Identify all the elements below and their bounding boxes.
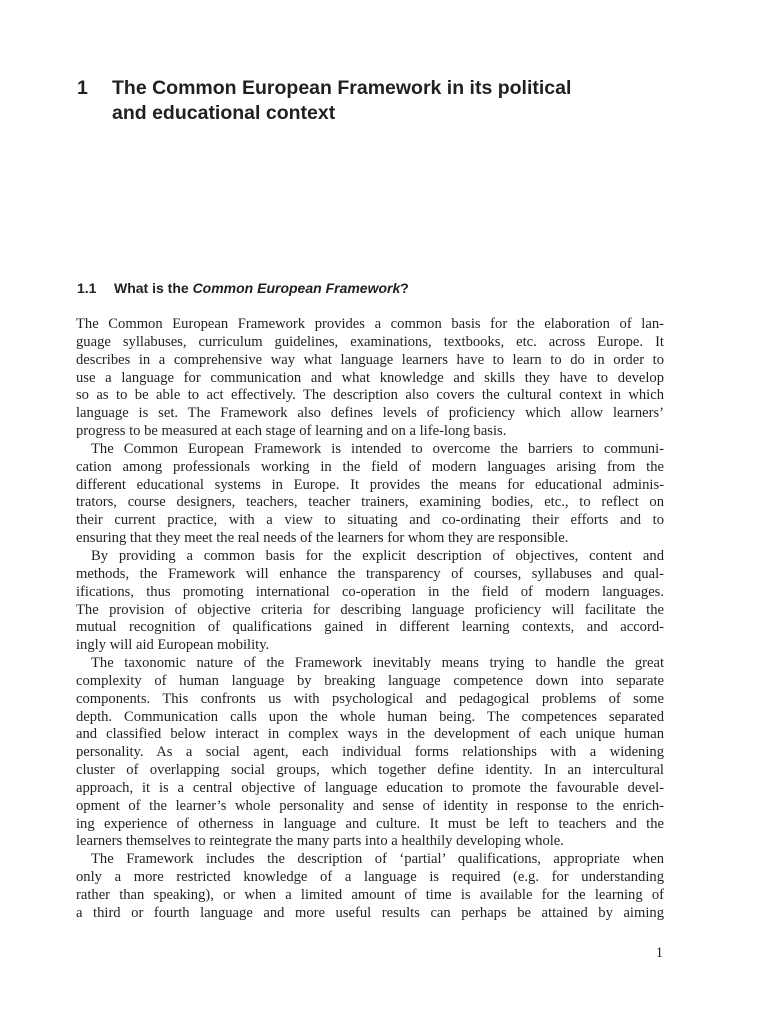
- body-line: The taxonomic nature of the Framework inevitably means trying to handle the great: [91, 655, 664, 672]
- chapter-number: 1: [77, 77, 88, 99]
- body-line: ing experience of otherness in language and culture. It must be left to teachers and the: [76, 815, 664, 832]
- section-number: 1.1: [77, 280, 97, 296]
- section-title-suffix: ?: [400, 280, 409, 296]
- body-line: ensuring that they meet the real needs of the learners for whom they are responsible.: [76, 530, 569, 547]
- chapter-title-line: The Common European Framework in its political: [112, 77, 572, 99]
- body-line: ifications, thus promoting international co-operation in the field of modern languages.: [76, 583, 664, 600]
- chapter-title-line: and educational context: [112, 102, 336, 124]
- body-line: components. This confronts us with psychological and pedagogical problems of some: [76, 690, 664, 707]
- body-line: different educational systems in Europe. It provides the means for educational adminis-: [76, 476, 664, 493]
- body-line: use a language for communication and what knowledge and skills they have to develop: [76, 369, 664, 386]
- body-line: their current practice, with a view to situating and co-ordinating their efforts and to: [76, 512, 664, 529]
- page-number: 1: [655, 945, 663, 961]
- body-line: learners themselves to reintegrate the many parts into a healthily developing whole.: [76, 833, 564, 850]
- body-line: trators, course designers, teachers, teacher trainers, examining bodies, etc., to reflect on: [76, 494, 664, 511]
- body-line: describes in a comprehensive way what language learners have to learn to do in order to: [76, 351, 664, 368]
- body-line: ingly will aid European mobility.: [76, 637, 270, 654]
- body-line: only a more restricted knowledge of a language is required (e.g. for understanding: [76, 869, 664, 886]
- body-line: personality. As a social agent, each individual forms relationships with a widening: [76, 744, 664, 761]
- body-line: rather than speaking), or when a limited amount of time is available for the learning of: [76, 887, 664, 903]
- section-title-prefix: What is the: [114, 280, 193, 296]
- body-line: approach, it is a central objective of language education to promote the favourable devel-: [76, 779, 664, 796]
- body-line: guage syllabuses, curriculum guidelines, examinations, textbooks, etc. across Europe. It: [76, 333, 664, 350]
- section-title-italic: Common European Framework: [192, 280, 401, 296]
- body-line: methods, the Framework will enhance the transparency of courses, syllabuses and qual-: [76, 565, 664, 582]
- body-line: The Common European Framework is intended to overcome the barriers to communi-: [91, 440, 664, 457]
- body-line: complexity of human language by breaking language competence down into separate: [76, 672, 664, 689]
- body-line: progress to be measured at each stage of learning and on a life-long basis.: [76, 423, 507, 440]
- body-line: cluster of overlapping social groups, which together define identity. In an intercultural: [76, 762, 664, 779]
- body-line: The Common European Framework provides a common basis for the elaboration of lan-: [76, 316, 664, 332]
- body-line: depth. Communication calls upon the whole human being. The competences separated: [76, 708, 664, 725]
- chapter-title: [112, 76, 672, 126]
- body-line: The Framework includes the description of ‘partial’ qualifications, appropriate when: [91, 851, 664, 868]
- body-line: opment of the learner’s whole personality and sense of identity in response to the enrich-: [76, 797, 664, 814]
- body-line: language is set. The Framework also defines levels of proficiency which allow learners’: [76, 405, 664, 422]
- body-line: The provision of objective criteria for describing language proficiency will facilitate the: [76, 601, 664, 618]
- body-line: cation among professionals working in the field of modern languages arising from the: [76, 458, 664, 475]
- body-line: so as to be able to act effectively. The description also covers the cultural context in which: [76, 387, 664, 404]
- section-title: [114, 279, 409, 297]
- body-line: mutual recognition of qualifications gained in different learning contexts, and accord-: [76, 619, 664, 636]
- body-line: By providing a common basis for the explicit description of objectives, content and: [91, 547, 664, 564]
- body-line: a third or fourth language and more useful results can perhaps be attained by aiming: [76, 904, 664, 921]
- body-line: and classified below interact in complex ways in the development of each unique human: [76, 726, 664, 743]
- body-text: [76, 316, 664, 923]
